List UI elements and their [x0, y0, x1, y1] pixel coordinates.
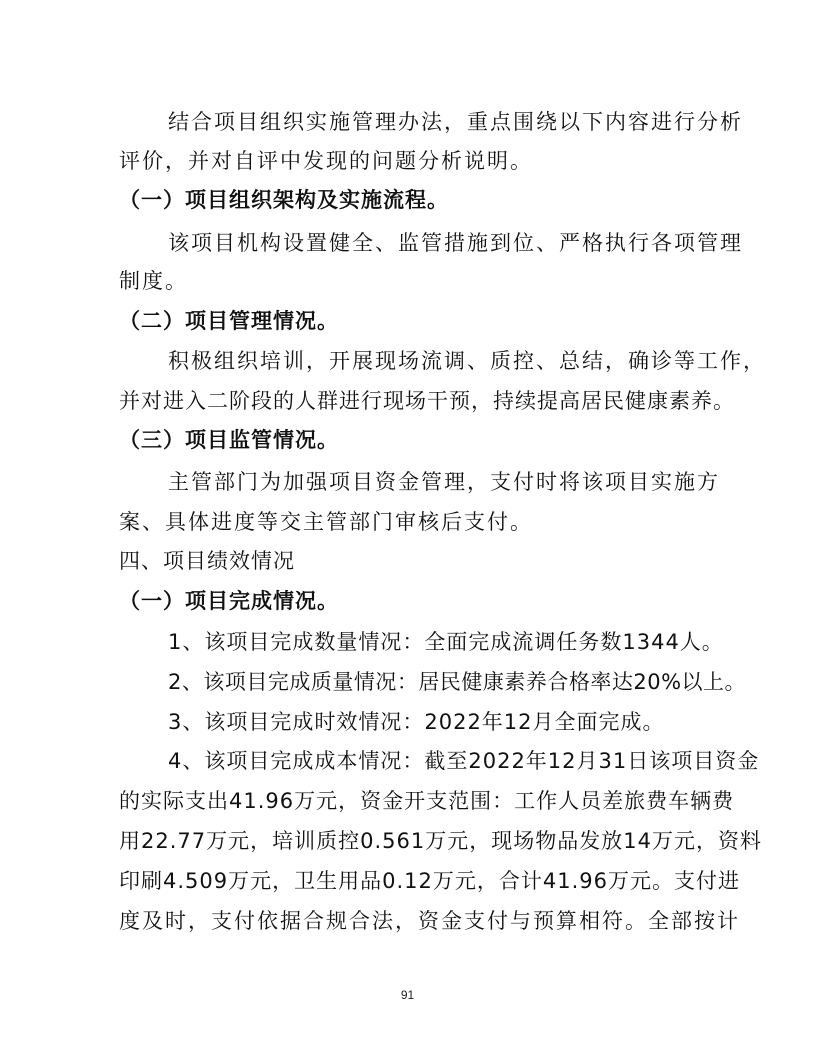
item-cost-line-4: 印刷4.509万元，卫生用品0.12万元，合计41.96万元。支付进 [119, 869, 740, 893]
paragraph-org-line-1: 该项目机构设置健全、监管措施到位、严格执行各项管理 [168, 231, 743, 255]
item-cost-line-3: 用22.77万元，培训质控0.561万元，现场物品发放14万元，资料 [119, 829, 762, 853]
heading-org-structure: （一）项目组织架构及实施流程。 [119, 188, 449, 212]
paragraph-org-line-2: 制度。 [119, 269, 188, 293]
heading-completion: （一）项目完成情况。 [119, 589, 339, 613]
heading-management: （二）项目管理情况。 [119, 309, 339, 333]
heading-supervision: （三）项目监管情况。 [119, 428, 339, 452]
item-cost-line-2: 的实际支出41.96万元，资金开支范围：工作人员差旅费车辆费 [119, 789, 735, 813]
paragraph-management-line-2: 并对进入二阶段的人群进行现场干预，持续提高居民健康素养。 [119, 389, 735, 413]
paragraph-intro-line-1: 结合项目组织实施管理办法，重点围绕以下内容进行分析 [168, 110, 743, 134]
paragraph-management-line-1: 积极组织培训，开展现场流调、质控、总结，确诊等工作， [168, 349, 766, 373]
paragraph-supervision-line-2: 案、具体进度等交主管部门审核后支付。 [119, 510, 533, 534]
item-timeliness: 3、该项目完成时效情况：2022年12月全面完成。 [168, 710, 665, 734]
item-quality: 2、该项目完成质量情况：居民健康素养合格率达20%以上。 [168, 670, 747, 694]
paragraph-intro-line-2: 评价，并对自评中发现的问题分析说明。 [119, 149, 533, 173]
item-cost-line-1: 4、该项目完成成本情况：截至2022年12月31日该项目资金 [168, 749, 760, 773]
item-cost-line-5: 度及时，支付依据合规合法，资金支付与预算相符。全部按计 [119, 909, 740, 933]
paragraph-supervision-line-1: 主管部门为加强项目资金管理，支付时将该项目实施方 [168, 470, 720, 494]
section-title-performance: 四、项目绩效情况 [119, 549, 295, 573]
item-quantity: 1、该项目完成数量情况：全面完成流调任务数1344人。 [168, 630, 724, 654]
page-number: 91 [400, 988, 415, 1002]
